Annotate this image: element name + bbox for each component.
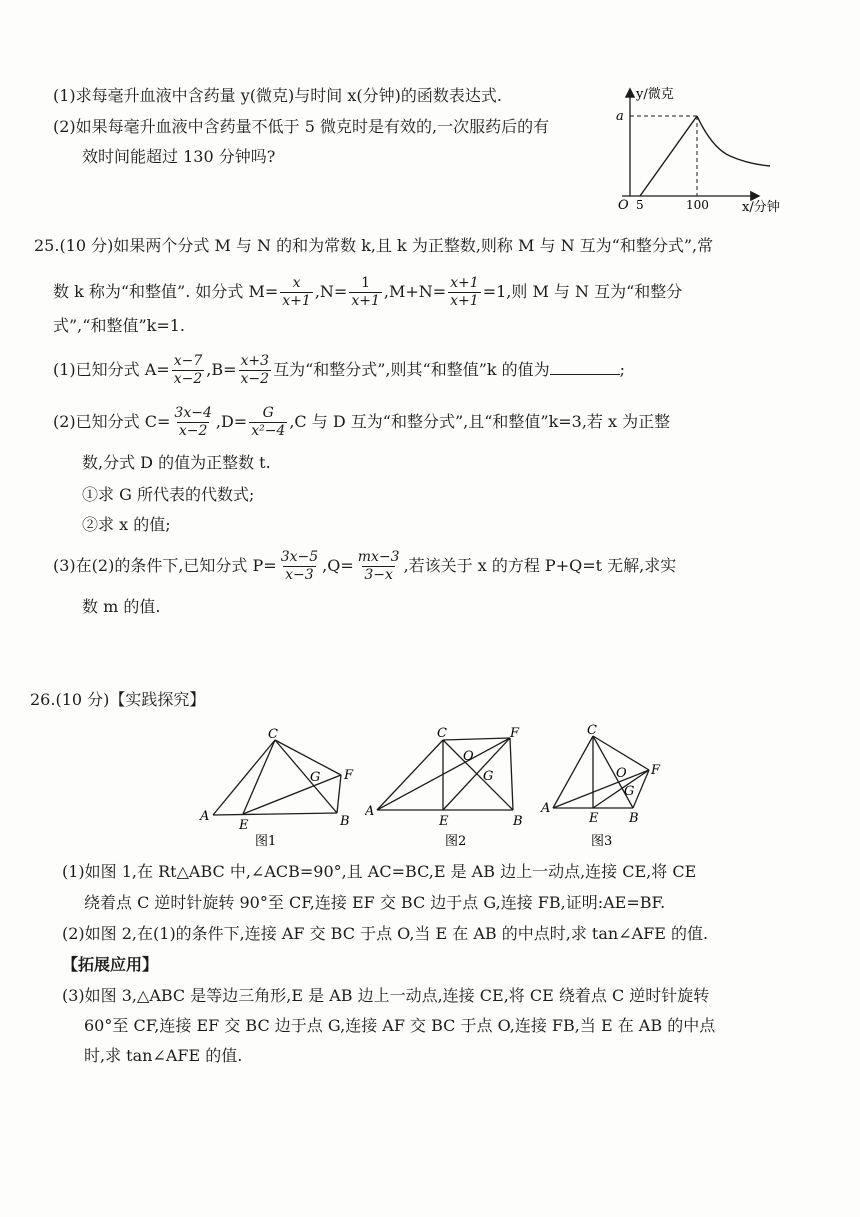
fig3-label-f: F: [651, 763, 661, 778]
frac-b: $\frac{x+3}{x-2}$: [240, 353, 270, 387]
label-a: a: [616, 109, 624, 124]
q25-part2-sub1: ①求 G 所代表的代数式;: [82, 485, 255, 504]
q25-head: 25.(10 分)如果两个分式 M 与 N 的和为常数 k,且 k 为正整数,则称 M 与 N 互为“和整分式”,常: [34, 236, 714, 255]
fig3-caption: 图3: [591, 834, 613, 849]
figure-3: [537, 722, 677, 850]
q25-line2: 数 k 称为“和整值”. 如分式 M= $\frac{x}{x+1}$ ,N= $\frac{1}{x+1}$ ,M+N= $\frac{x+1}{x+1}$ =1,则 M 与 N 互为“和整分: [53, 275, 683, 309]
fig2-label-c: C: [437, 726, 447, 741]
q25-part3: (3)在(2)的条件下,已知分式 P= $\frac{3x-5}{x-3}$ ,Q= $\frac{mx-3}{3-x}$ ,若该关于 x 的方程 P+Q=t 无解,求实: [53, 549, 677, 583]
q24-graph: [600, 78, 800, 218]
fig2-label-a: A: [365, 804, 375, 819]
frac-mn: $\frac{x+1}{x+1}$: [450, 275, 479, 309]
q26-part3-line1: (3)如图 3,△ABC 是等边三角形,E 是 AB 边上一动点,连接 CE,将 CE 绕着点 C 逆时针旋转: [62, 986, 710, 1005]
fig1-label-c: C: [268, 727, 278, 742]
fig2-label-f: F: [510, 726, 520, 741]
frac-c: $\frac{3x-4}{x-2}$: [174, 405, 212, 439]
fig1-label-b: B: [340, 814, 350, 829]
fig3-label-e: E: [589, 811, 599, 826]
frac-q: $\frac{mx-3}{3-x}$: [357, 549, 400, 583]
fig3-label-o: O: [616, 766, 627, 781]
q24-part1: (1)求每毫升血液中含药量 y(微克)与时间 x(分钟)的函数表达式.: [53, 86, 502, 105]
q24-part2-line1: (2)如果每毫升血液中含药量不低于 5 微克时是有效的,一次服药后的有: [53, 117, 550, 136]
fig2-caption: 图2: [445, 834, 467, 849]
fig1-label-e: E: [239, 818, 249, 833]
decay-curve: [697, 116, 770, 166]
tick-100: 100: [686, 198, 709, 212]
q26-part1-line1: (1)如图 1,在 Rt△ABC 中,∠ACB=90°,且 AC=BC,E 是 AB 边上一动点,连接 CE,将 CE: [62, 862, 697, 881]
q25-part1: (1)已知分式 A= $\frac{x-7}{x-2}$ ,B= $\frac{x+3}{x-2}$ 互为“和整分式”,则其“和整值”k 的值为 ;: [53, 353, 626, 387]
label-o: O: [618, 198, 629, 213]
figure-1: [195, 725, 365, 850]
fig1-label-f: F: [344, 768, 354, 783]
q25-part2: (2)已知分式 C= $\frac{3x-4}{x-2}$ ,D= $\frac{G}{\text{x²−4}}$ ,C 与 D 互为“和整分式”,且“和整值”k=3,若 x 为正整: [53, 405, 671, 439]
fig3-label-c: C: [587, 723, 597, 738]
q25-part2-line2: 数,分式 D 的值为正整数 t.: [82, 453, 271, 472]
fig3-label-g: G: [624, 784, 635, 799]
q25-part3-line2: 数 m 的值.: [82, 597, 161, 616]
fig2-label-o: O: [463, 749, 474, 764]
frac-p: $\frac{3x-5}{x-3}$: [280, 549, 319, 583]
fig2-label-e: E: [439, 814, 449, 829]
frac-d: $\frac{G}{\text{x²−4}}$: [251, 405, 286, 439]
q25-part2-sub2: ②求 x 的值;: [82, 515, 171, 534]
answer-blank: [550, 360, 620, 375]
q26-part2: (2)如图 2,在(1)的条件下,连接 AF 交 BC 于点 O,当 E 在 AB 的中点时,求 tan∠AFE 的值.: [62, 924, 709, 943]
frac-a: $\frac{x-7}{x-2}$: [173, 353, 203, 387]
rise-segment: [640, 116, 697, 196]
q26-part3-line2: 60°至 CF,连接 EF 交 BC 边于点 G,连接 AF 交 BC 于点 O,连接 FB,当 E 在 AB 的中点: [84, 1016, 716, 1035]
fig1-label-g: G: [310, 770, 321, 785]
q25-line3: 式”,“和整值”k=1.: [53, 316, 185, 335]
fig3-label-b: B: [629, 811, 639, 826]
q26-part3-line3: 时,求 tan∠AFE 的值.: [84, 1046, 243, 1065]
tick-5: 5: [636, 198, 644, 212]
figure-2: [365, 722, 535, 850]
q26-extension-head: 【拓展应用】: [62, 955, 159, 974]
q26-head: 26.(10 分)【实践探究】: [30, 690, 206, 709]
q26-part1-line2: 绕着点 C 逆时针旋转 90°至 CF,连接 EF 交 BC 边于点 G,连接 FB,证明:AE=BF.: [84, 893, 666, 912]
fig1-label-a: A: [200, 809, 210, 824]
frac-n: $\frac{1}{x+1}$: [351, 275, 380, 309]
fig2-label-b: B: [513, 814, 523, 829]
frac-m: $\frac{x}{x+1}$: [282, 275, 311, 309]
fig2-label-g: G: [483, 769, 494, 784]
fig1-caption: 图1: [255, 834, 277, 849]
y-axis-label: y/微克: [636, 87, 674, 102]
x-axis-label: x/分钟: [742, 200, 780, 215]
q24-part2-line2: 效时间能超过 130 分钟吗?: [82, 147, 276, 166]
fig3-label-a: A: [541, 801, 551, 816]
